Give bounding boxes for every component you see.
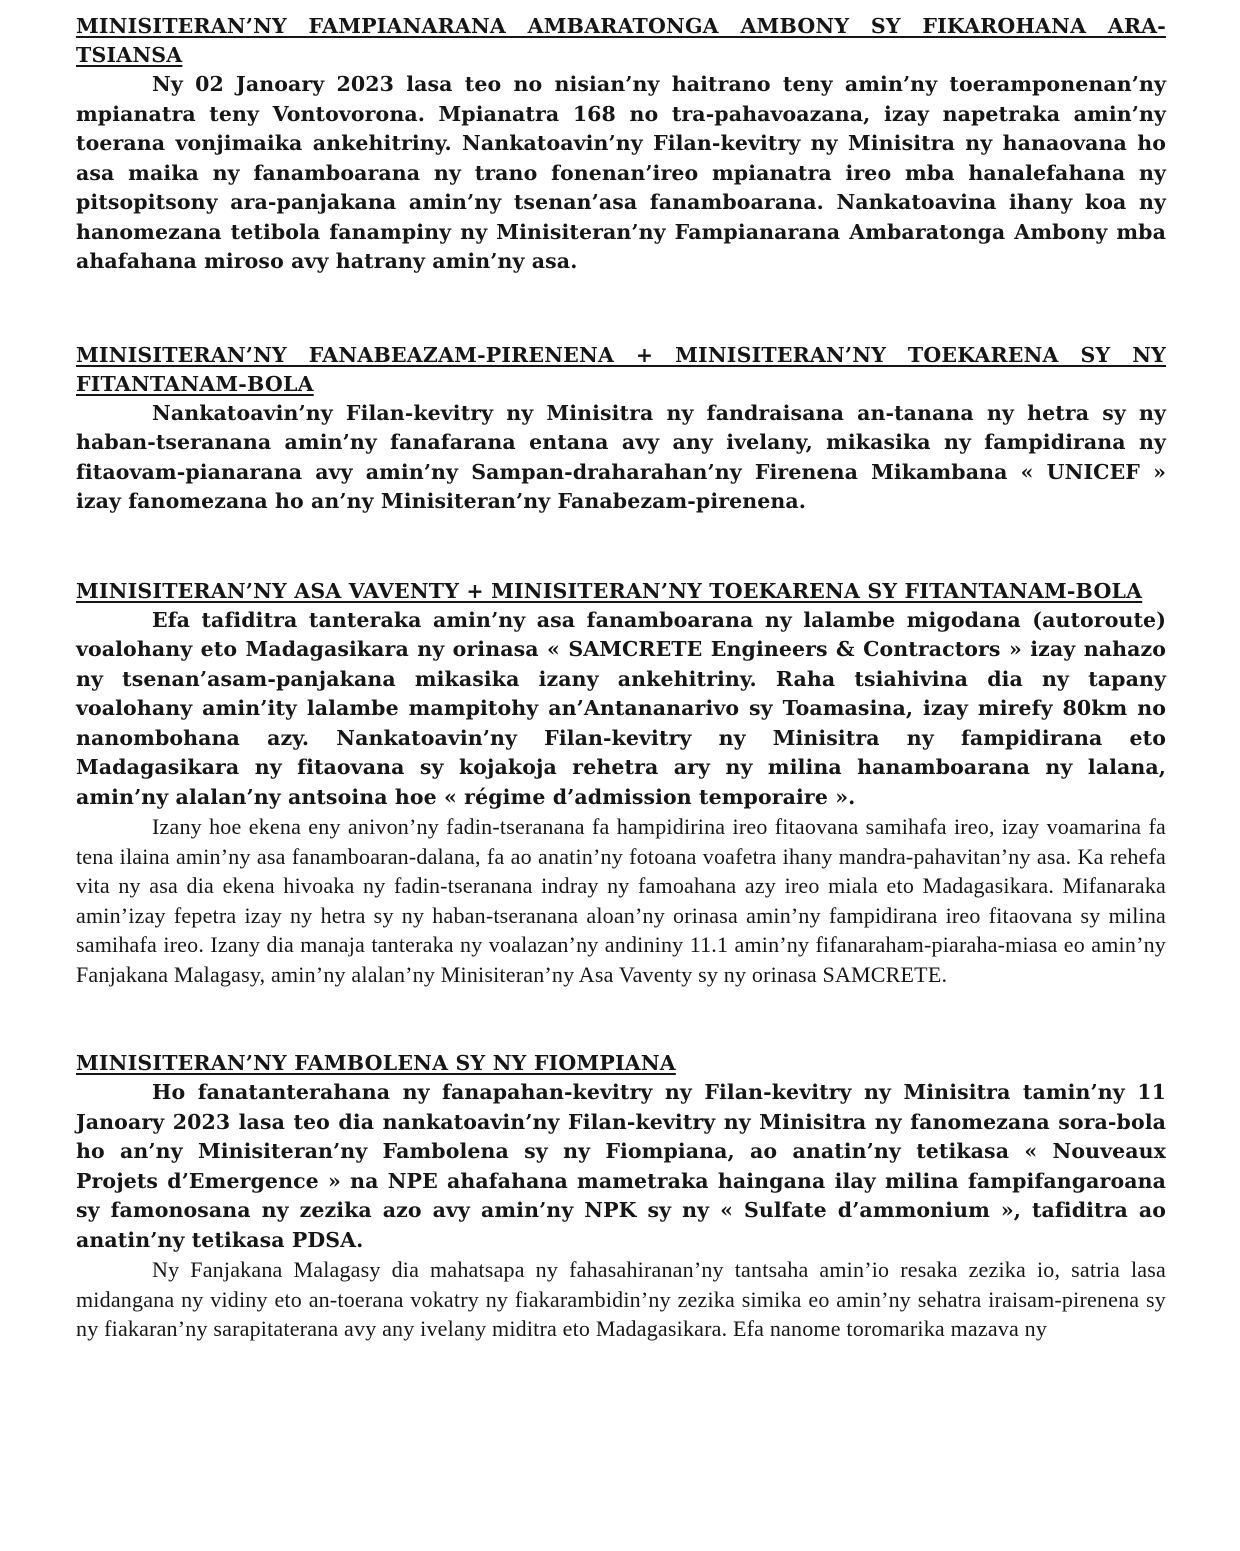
section-paragraph: Ho fanatanterahana ny fanapahan-kevitry ny Filan-kevitry ny Minisitra tamin’ny 11 Janoary 2023 lasa teo dia nankatoavin’ny Filan-kevitry ny Minisitra ny fanomezana sora-bola ho an’ny Minisiteran’ny Fambolena sy ny Fiompiana, ao anatin’ny tetikasa « Nouveaux Projets d’Emergence » na NPE ahafahana mametraka haingana ilay milina fampifangaroana sy famonosana ny zezika azo avy amin’ny NPK sy ny « Sulfate d’ammonium », tafiditra ao anatin’ny tetikasa PDSA. (76, 1080, 1166, 1252)
section-paragraph: Izany hoe ekena eny anivon’ny fadin-tseranana fa hampidirina ireo fitaovana samihafa ireo, izay voamarina fa tena ilaina amin’ny asa fanamboaran-dalana, fa ao anatin’ny fotoana voafetra ihany mandra-pahavitan’ny asa. Ka rehefa vita ny asa dia ekena hivoaka ny fadin-tseranana indray ny famoahana azy ireo miala eto Madagasikara. Mifanaraka amin’izay fepetra izay ny hetra sy ny haban-tseranana aloan’ny orinasa amin’ny fampidirana ireo fitaovana sy milina samihafa ireo. Izany dia manaja tanteraka ny voalazan’ny andininy 11.1 amin’ny fifanaraham-piaraha-miasa eo amin’ny Fanjakana Malagasy, amin’ny alalan’ny Minisiteran’ny Asa Vaventy sy ny orinasa SAMCRETE. (76, 814, 1166, 987)
section-paragraph: Nankatoavin’ny Filan-kevitry ny Minisitra ny fandraisana an-tanana ny hetra sy ny haban-tseranana amin’ny fanafarana entana avy any ivelany, mikasika ny fampidirana ny fitaovam-pianarana avy amin’ny Sampan-draharahan’ny Firenena Mikambana « UNICEF » izay fanomezana ho an’ny Minisiteran’ny Fanabezam-pirenena. (76, 400, 1166, 513)
document-page (76, 12, 1166, 1344)
section-heading: MINISITERAN’NY FANABEAZAM-PIRENENA + MINISITERAN’NY TOEKARENA SY NY FITANTANAM-BOLA (76, 342, 1166, 396)
section-higher-education (76, 12, 1166, 277)
section-paragraph: Ny Fanjakana Malagasy dia mahatsapa ny fahasahiranan’ny tantsaha amin’io resaka zezika io, satria lasa midangana ny vidiny eto an-toerana vokatry ny fiakarambidin’ny zezika simika eo amin’ny sehatra iraisam-pirenena sy ny fiakaran’ny sarapitaterana avy any ivelany miditra eto Madagasikara. Efa nanome toromarika mazava ny (76, 1257, 1166, 1341)
section-heading: MINISITERAN’NY FAMPIANARANA AMBARATONGA AMBONY SY FIKAROHANA ARA-TSIANSA (76, 14, 1166, 67)
section-paragraph: Efa tafiditra tanteraka amin’ny asa fanamboarana ny lalambe migodana (autoroute) voalohany eto Madagasikara ny orinasa « SAMCRETE Engineers & Contractors » izay nahazo ny tsenan’asam-panjakana mikasika izany ankehitriny. Raha tsiahivina dia ny tapany voalohany amin’ity lalambe mampitohy an’Antananarivo sy Toamasina, izay mirefy 80km no nanombohana azy. Nankatoavin’ny Filan-kevitry ny Minisitra ny fampidirana eto Madagasikara ny fitaovana sy kojakoja rehetra ary ny milina hanamboarana ny lalana, amin’ny alalan’ny antsoina hoe « régime d’admission temporaire ». (76, 607, 1166, 809)
section-heading: MINISITERAN’NY FAMBOLENA SY NY FIOMPIANA (76, 1051, 676, 1075)
section-heading: MINISITERAN’NY ASA VAVENTY + MINISITERAN’NY TOEKARENA SY FITANTANAM-BOLA (76, 578, 1143, 603)
section-national-education (76, 341, 1166, 517)
section-agriculture (76, 1049, 1166, 1344)
section-public-works (76, 577, 1166, 990)
section-paragraph: Ny 02 Janoary 2023 lasa teo no nisian’ny haitrano teny amin’ny toeramponenan’ny mpianatra teny Vontovorona. Mpianatra 168 no tra-pahavoazana, izay napetraka amin’ny toerana vonjimaika ankehitriny. Nankatoavin’ny Filan-kevitry ny Minisitra ny hanaovana ho asa maika ny fanamboarana ny trano fonenan’ireo mpianatra ireo mba hanalefahana ny pitsopitsony ara-panjakana amin’ny tsenan’asa fanamboarana. Nankatoavina ihany koa ny hanomezana tetibola fanampiny ny Minisiteran’ny Fampianarana Ambaratonga Ambony mba ahafahana miroso avy hatrany amin’ny asa. (76, 72, 1166, 273)
